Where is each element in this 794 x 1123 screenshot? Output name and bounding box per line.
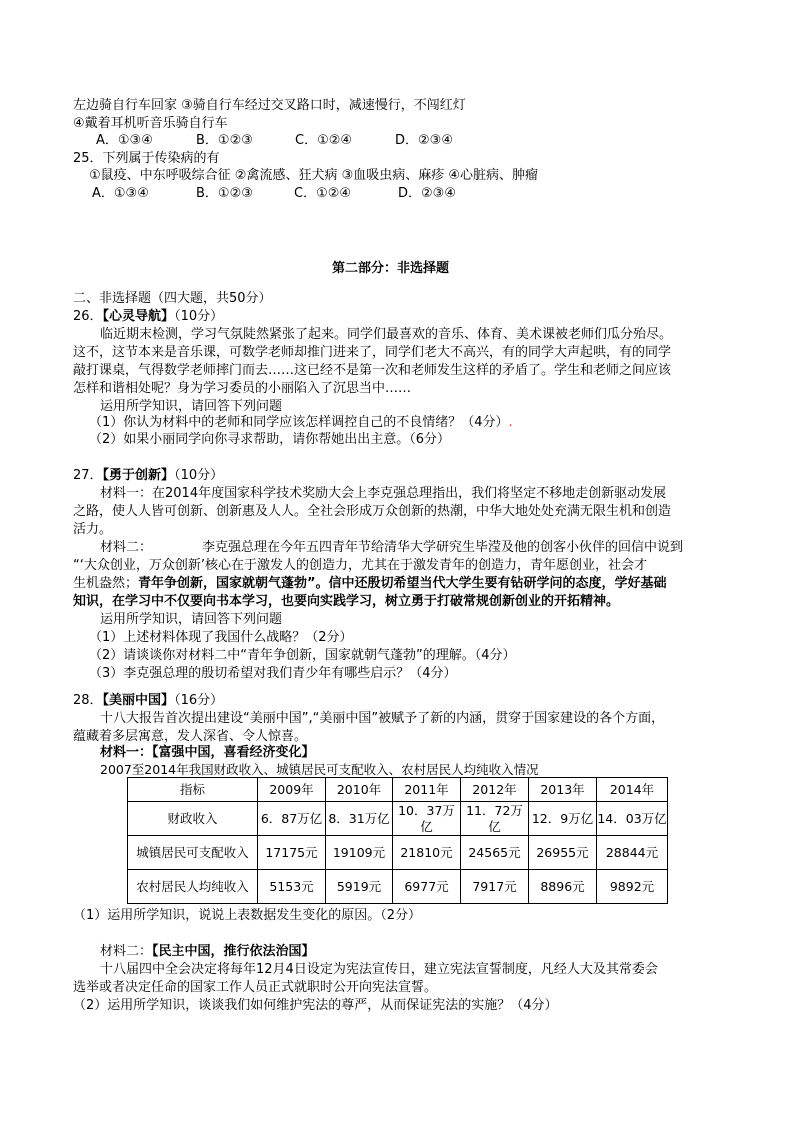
q27-score: （10分） [174, 468, 224, 483]
q28-material-2-line: 十八届四中全会决定将每年12月4日设定为宪法宣传日，建立宪法宣誓制度，凡经人大及其常委会 [100, 962, 658, 977]
table-cell: 5919元 [326, 870, 393, 904]
q24-line-1: 左边骑自行车回家 ③骑自行车经过交叉路口时，减速慢行，不闯红灯 [73, 98, 466, 113]
income-data-table [127, 777, 668, 904]
q28-material-2-label: 材料二： [100, 944, 153, 959]
table-cell: 6．87万亿 [258, 802, 326, 836]
red-dot-mark: . [508, 415, 513, 430]
q26-sub-question-1-text: （1）你认为材料中的老师和同学应该怎样调控自己的不良情绪？（4分） [89, 415, 509, 430]
q24-option-a: A．①③④ [96, 133, 153, 148]
table-cell: 9892元 [597, 870, 668, 904]
q28-intro-line: 蕴藏着多层寓意，发人深省、令人惊喜。 [73, 729, 308, 744]
q27-tag: 【勇于创新】 [102, 468, 175, 483]
q27-sub-question-3: （3）李克强总理的殷切希望对我们青少年有哪些启示？（4分） [89, 666, 457, 681]
table-header-cell: 2010年 [326, 778, 393, 802]
table-cell: 14．03万亿 [597, 802, 668, 836]
table-header-cell: 指标 [128, 778, 258, 802]
q27-material-2-bold: 青年争创新，国家就朝气蓬勃”。信中还殷切希望当代大学生要有钻研学问的态度，学好基础 [138, 576, 667, 591]
q28-intro-line: 十八大报告首次提出建设“美丽中国”,“美丽中国”被赋予了新的内涵，贯穿于国家建设的各个方面， [100, 711, 665, 726]
q27-material-1-line: 之路，使人人皆可创新、创新惠及人人。全社会形成万众创新的热潮，中华大地处处充满无限生机和创造 [73, 504, 672, 519]
q27-material-1-line: 材料一：在2014年度国家科学技术奖励大会上李克强总理指出，我们将坚定不移地走创新驱动发展 [100, 486, 667, 501]
q26-sub-question-1 [89, 414, 513, 432]
q24-options [96, 132, 453, 150]
q26-paragraph-line: 敲打课桌，气得数学老师摔门而去……这已经不是第一次和老师发生这样的矛盾了。学生和老师之间应该 [73, 363, 672, 378]
table-header-cell: 2011年 [393, 778, 461, 802]
table-header-row [128, 778, 668, 802]
q28-sub-question-1: （1）运用所学知识，说说上表数据发生变化的原因。（2分） [73, 908, 422, 923]
q25-items: ①鼠疫、中东呼吸综合征 ②禽流感、狂犬病 ③血吸虫病、麻疹 ④心脏病、肿瘤 [89, 168, 539, 183]
q24-option-d: D．②③④ [395, 133, 453, 148]
q27-sub-question-1: （1）上述材料体现了我国什么战略？（2分） [89, 630, 353, 645]
row-label: 城镇居民可支配收入 [128, 836, 258, 870]
table-cell: 19109元 [326, 836, 393, 870]
q27-material-2-line [73, 575, 667, 593]
table-row [128, 836, 668, 870]
q26-paragraph-line: 临近期末检测，学习气氛陡然紧张了起来。同学们最喜欢的音乐、体育、美术课被老师们瓜分殆尽。 [100, 327, 673, 342]
q26-paragraph-line: 这不，这节本来是音乐课，可数学老师却推门进来了，同学们老大不高兴，有的同学大声起哄，有的同学 [73, 345, 672, 360]
q28-sub-question-2: （2）运用所学知识，谈谈我们如何维护宪法的尊严，从而保证宪法的实施？（4分） [73, 998, 558, 1013]
q28-material-1-heading [100, 744, 315, 762]
table-row [128, 802, 668, 836]
q25-option-c: C．①②④ [294, 186, 352, 201]
table-row [128, 870, 668, 904]
q25-option-b: B．①②③ [196, 186, 253, 201]
table-cell: 24565元 [461, 836, 529, 870]
q27-sub-question-2: （2）请谈谈你对材料二中“青年争创新，国家就朝气蓬勃”的理解。（4分） [89, 648, 516, 663]
table-cell: 5153元 [258, 870, 326, 904]
q27-material-1-line: 活力。 [73, 522, 113, 537]
q26-instruction: 运用所学知识，请回答下列问题 [100, 399, 283, 414]
part2-title: 第二部分：非选择题 [332, 261, 450, 276]
q24-option-b: B．①②③ [196, 133, 253, 148]
table-cell: 21810元 [393, 836, 461, 870]
q25-option-d: D．②③④ [398, 186, 456, 201]
q25-options [92, 185, 456, 203]
table-caption: 2007至2014年我国财政收入、城镇居民可支配收入、农村居民人均纯收入情况 [100, 762, 539, 777]
q26-paragraph-line: 怎样和谐相处呢？身为学习委员的小丽陷入了沉思当中…… [73, 381, 412, 396]
q28-tag: 【美丽中国】 [102, 693, 175, 708]
q25-stem: 25．下列属于传染病的有 [73, 151, 220, 166]
table-header-cell: 2014年 [597, 778, 668, 802]
table-cell: 8．31万亿 [326, 802, 393, 836]
q28-score: （16分） [174, 693, 224, 708]
q27-material-2-line: 知识，在学习中不仅要向书本学习，也要向实践学习，树立勇于打破常规创新创业的开拓精神。 [73, 594, 620, 609]
table-cell: 8896元 [529, 870, 597, 904]
table-header-cell: 2012年 [461, 778, 529, 802]
q28-number: 28． [73, 693, 103, 708]
q26-heading [73, 308, 223, 326]
q28-material-1-title: 【富强中国，喜看经济变化】 [152, 745, 315, 760]
q26-number: 26． [73, 309, 103, 324]
q28-material-2-heading [100, 943, 315, 961]
q24-line-2: ④戴着耳机听音乐骑自行车 [73, 116, 228, 131]
q26-tag: 【心灵导航】 [102, 309, 175, 324]
q27-number: 27． [73, 468, 103, 483]
table-cell: 6977元 [393, 870, 461, 904]
q28-material-2-line: 选举或者决定任命的国家工作人员正式就职时公开向宪法宣誓。 [73, 980, 438, 995]
q27-material-2-line: “‘大众创业，万众创新’核心在于激发人的创造力，尤其在于激发青年的创造力，青年愿创业，社会才 [73, 558, 648, 573]
q24-option-c: C．①②④ [295, 133, 353, 148]
table-cell: 26955元 [529, 836, 597, 870]
q27-heading [73, 467, 223, 485]
q28-material-2-title: 【民主中国，推行依法治国】 [152, 944, 315, 959]
table-cell: 12．9万亿 [529, 802, 597, 836]
table-cell: 17175元 [258, 836, 326, 870]
q28-material-1-label: 材料一： [100, 745, 153, 760]
section-heading: 二、非选择题（四大题，共50分） [73, 291, 272, 306]
q26-score: （10分） [174, 309, 224, 324]
q28-heading [73, 692, 223, 710]
row-label: 农村居民人均纯收入 [128, 870, 258, 904]
table-header-cell: 2013年 [529, 778, 597, 802]
q27-material-2-line: 李克强总理在今年五四青年节给清华大学研究生毕滢及他的创客小伙伴的回信中说到 [202, 540, 684, 555]
row-label: 财政收入 [128, 802, 258, 836]
q26-sub-question-2: （2）如果小丽同学向你寻求帮助，请你帮她出出主意。（6分） [89, 432, 451, 447]
q25-option-a: A．①③④ [92, 186, 149, 201]
q27-material-2-plain: 生机盎然； [73, 576, 139, 591]
table-cell: 28844元 [597, 836, 668, 870]
table-cell: 11．72万亿 [461, 802, 529, 836]
table-cell: 7917元 [461, 870, 529, 904]
table-cell: 10．37万亿 [393, 802, 461, 836]
q27-instruction: 运用所学知识，请回答下列问题 [100, 612, 283, 627]
q27-material-2-label: 材料二： [100, 540, 153, 555]
table-header-cell: 2009年 [258, 778, 326, 802]
